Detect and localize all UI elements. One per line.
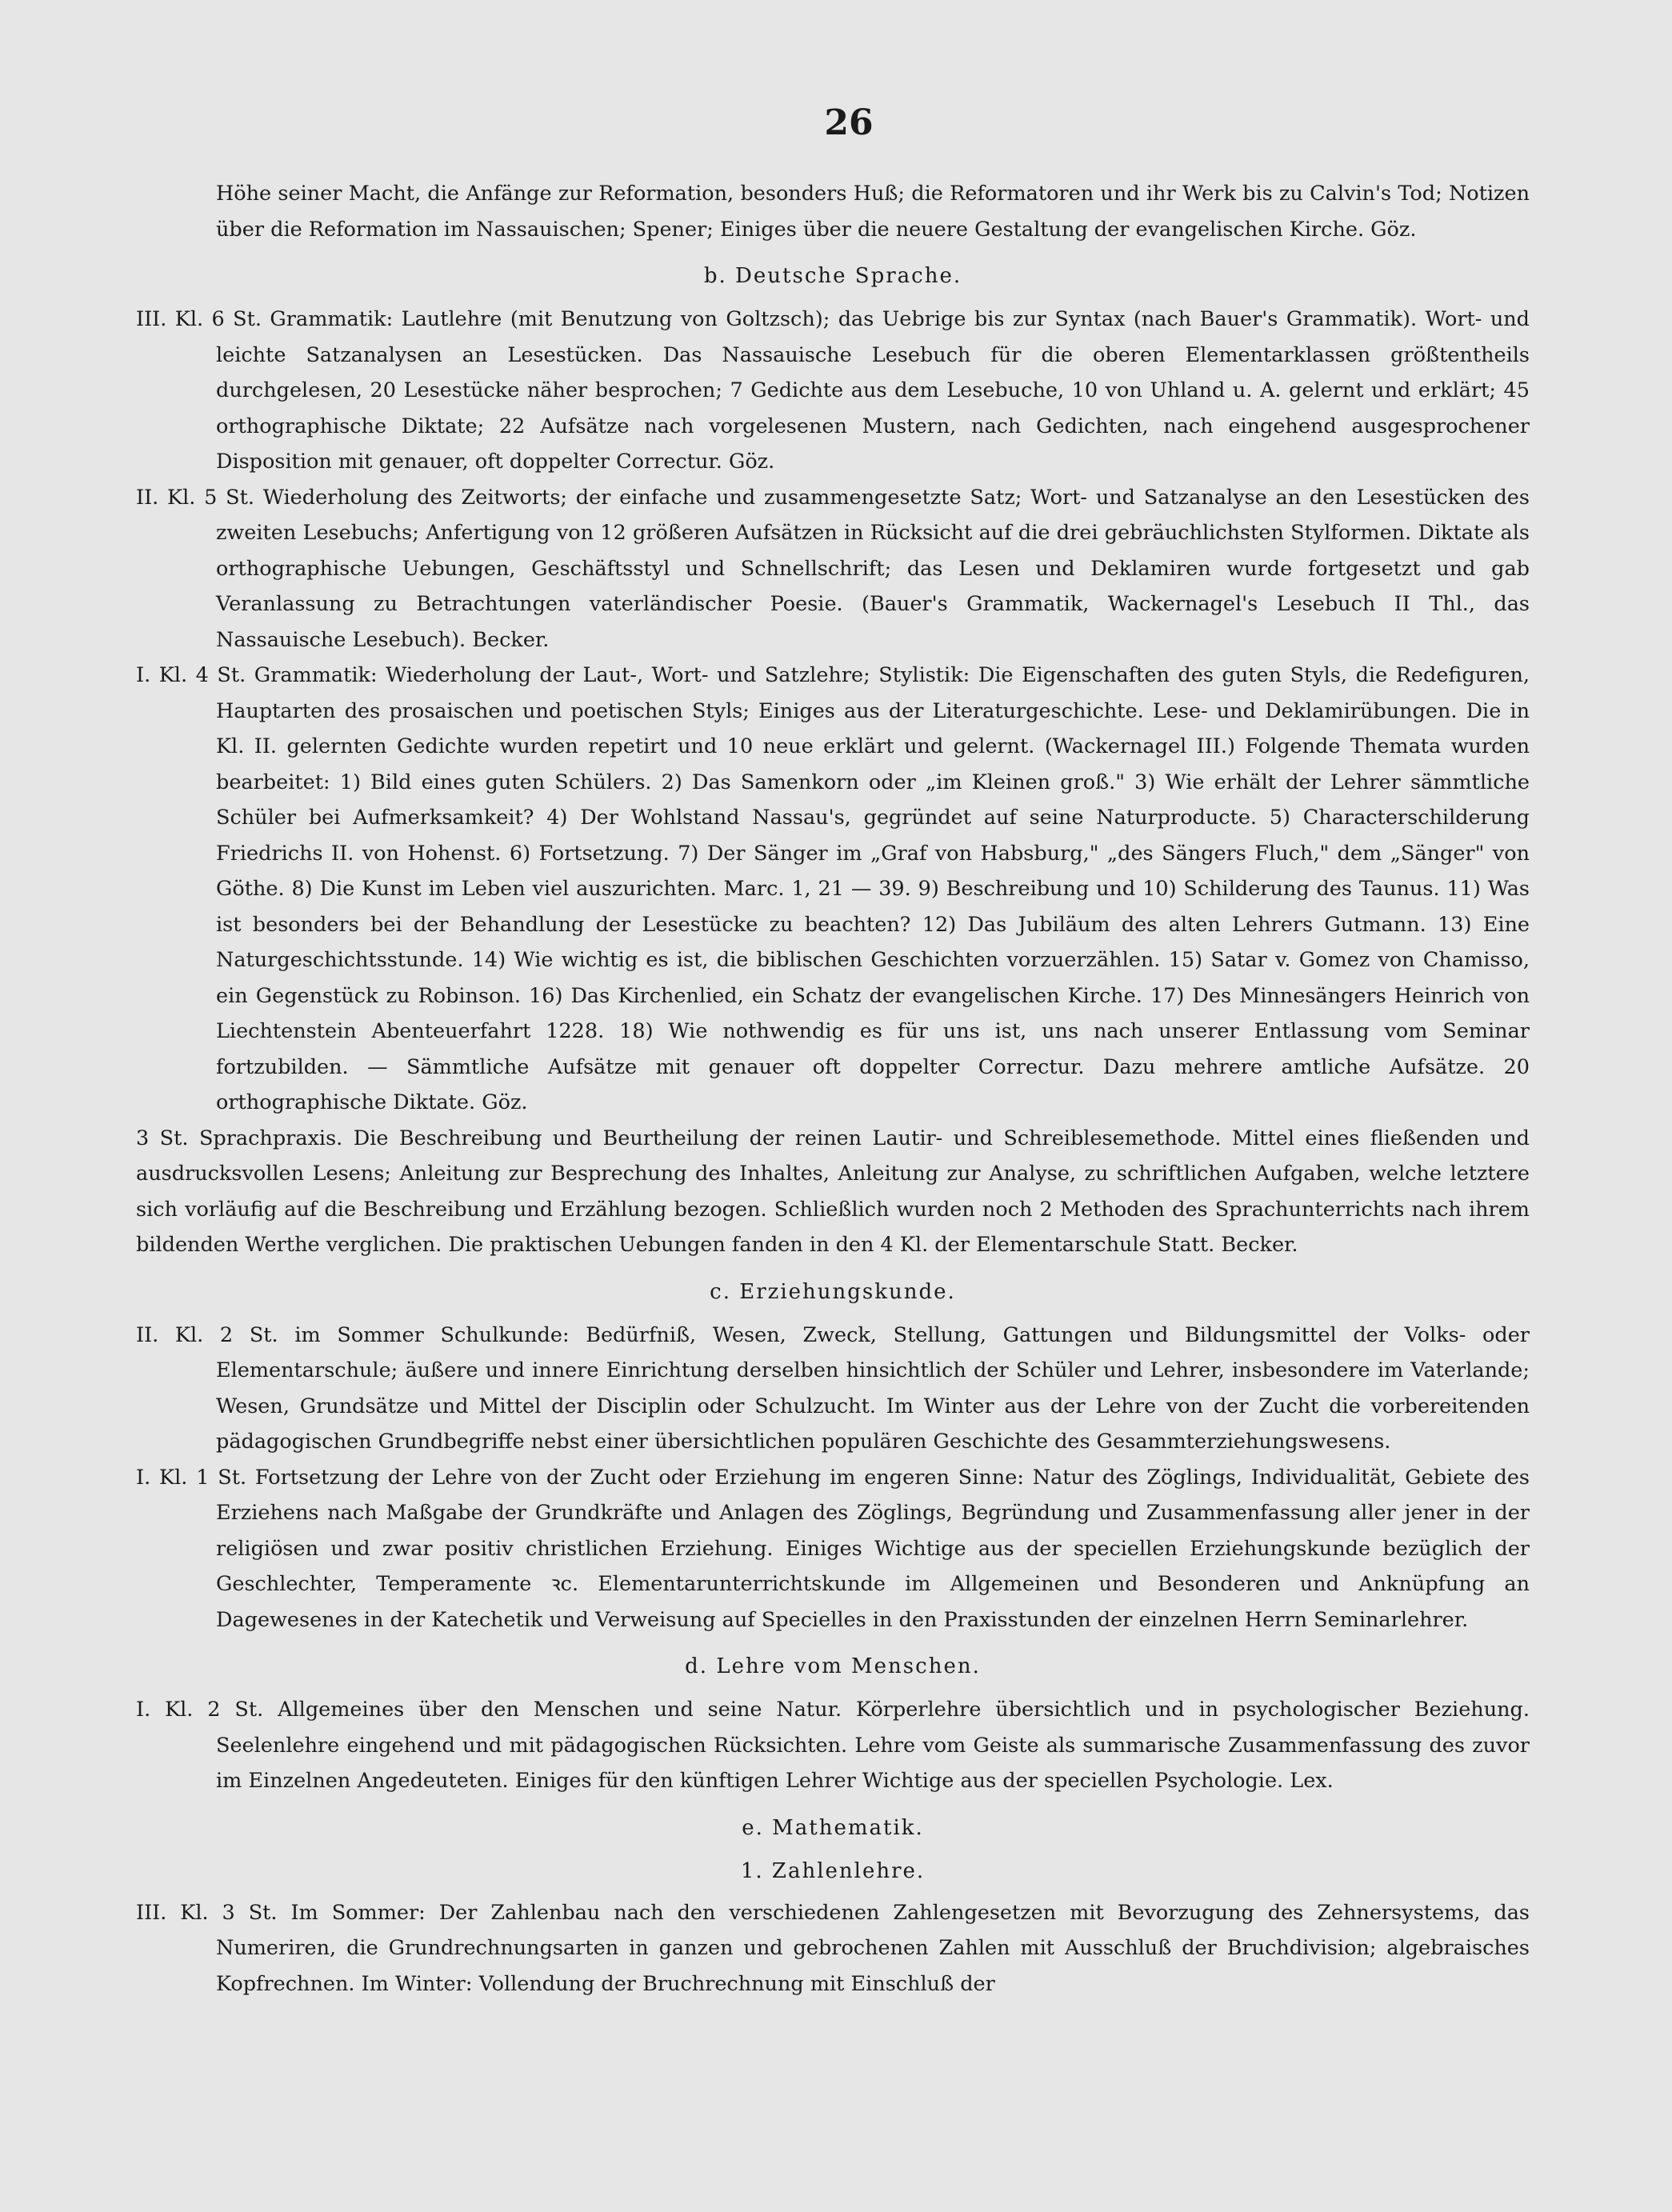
section-c-heading: c. Erziehungskunde.: [710, 1279, 956, 1304]
intro-paragraph: Höhe seiner Macht, die Anfänge zur Reformation, besonders Huß; die Reformatoren und ihr Werk bis zu Calvin's Tod; Notizen über die Reformation im Nassauischen; Spener; Einiges über die neuere Gestaltung der evangelischen Kirche. Göz.: [216, 182, 1530, 242]
section-c-paragraph: I. Kl. 1 St. Fortsetzung der Lehre von der Zucht oder Erziehung im engeren Sinne: Natur des Zöglings, Individualität, Gebiete des Erziehens nach Maßgabe der Grundkräfte und Anlagen des Zöglings, Begründung und Zusammenfassung aller jener in der religiösen und zwar positiv christlichen Erziehung. Einiges Wichtige aus der speciellen Erziehungskunde bezüglich der Geschlechter, Temperamente ꝛc. Elementarunterrichtskunde im Allgemeinen und Besonderen und Anknüpfung an Dagewesenes in der Katechetik und Verweisung auf Specielles in den Praxisstunden der einzelnen Herrn Seminarlehrer.: [136, 1465, 1530, 1632]
section-e-paragraph: III. Kl. 3 St. Im Sommer: Der Zahlenbau nach den verschiedenen Zahlengesetzen mit Bevorzugung des Zehnersystems, das Numeriren, die Grundrechnungsarten in ganzen und gebrochenen Zahlen mit Ausschluß der Bruchdivision; algebraisches Kopfrechnen. Im Winter: Vollendung der Bruchrechnung mit Einschluß der: [136, 1900, 1530, 1996]
section-e-subheading: 1. Zahlenlehre.: [740, 1858, 926, 1883]
section-b-heading: b. Deutsche Sprache.: [703, 264, 962, 288]
section-d-heading: d. Lehre vom Menschen.: [685, 1654, 981, 1678]
section-e-heading: e. Mathematik.: [742, 1815, 924, 1840]
section-c-paragraph: II. Kl. 2 St. im Sommer Schulkunde: Bedürfniß, Wesen, Zweck, Stellung, Gattungen und Bildungsmittel der Volks- oder Elementarschule; äußere und innere Einrichtung derselben hinsichtlich der Schüler und Lehrer, insbesondere im Vaterlande; Wesen, Grundsätze und Mittel der Disciplin oder Schulzucht. Im Winter aus der Lehre von der Zucht die vorbereitenden pädagogischen Grundbegriffe nebst einer übersichtlichen populären Geschichte des Gesammterziehungswesens.: [136, 1322, 1530, 1454]
section-b-paragraph: III. Kl. 6 St. Grammatik: Lautlehre (mit Benutzung von Goltzsch); das Uebrige bis zur Syntax (nach Bauer's Grammatik). Wort- und leichte Satzanalysen an Lesestücken. Das Nassauische Lesebuch für die oberen Elementarklassen größtentheils durchgelesen, 20 Lesestücke näher besprochen; 7 Gedichte aus dem Lesebuche, 10 von Uhland u. A. gelernt und erklärt; 45 orthographische Diktate; 22 Aufsätze nach vorgelesenen Mustern, nach Gedichten, nach eingehend ausgesprochener Disposition mit genauer, oft doppelter Correctur. Göz.: [136, 307, 1530, 474]
section-b-paragraph: 3 St. Sprachpraxis. Die Beschreibung und Beurtheilung der reinen Lautir- und Schreiblesemethode. Mittel eines fließenden und ausdrucksvollen Lesens; Anleitung zur Besprechung des Inhaltes, Anleitung zur Analyse, zu schriftlichen Aufgaben, welche letztere sich vorläufig auf die Beschreibung und Erzählung bezogen. Schließlich wurden noch 2 Methoden des Sprachunterrichts nach ihrem bildenden Werthe verglichen. Die praktischen Uebungen fanden in den 4 Kl. der Elementarschule Statt. Becker.: [136, 1126, 1530, 1257]
page-number: 26: [824, 102, 874, 143]
section-b-paragraph: II. Kl. 5 St. Wiederholung des Zeitworts; der einfache und zusammengesetzte Satz; Wort- und Satzanalyse an den Lesestücken des zweiten Lesebuchs; Anfertigung von 12 größeren Aufsätzen in Rücksicht auf die drei gebräuchlichsten Stylformen. Diktate als orthographische Uebungen, Geschäftsstyl und Schnellschrift; das Lesen und Deklamiren wurde fortgesetzt und gab Veranlassung zu Betrachtungen vaterländischer Poesie. (Bauer's Grammatik, Wackernagel's Lesebuch II Thl., das Nassauische Lesebuch). Becker.: [136, 485, 1530, 652]
section-b-paragraph: I. Kl. 4 St. Grammatik: Wiederholung der Laut-, Wort- und Satzlehre; Stylistik: Die Eigenschaften des guten Styls, die Redefiguren, Hauptarten des prosaischen und poetischen Styls; Einiges aus der Literaturgeschichte. Lese- und Deklamirübungen. Die in Kl. II. gelernten Gedichte wurden repetirt und 10 neue erklärt und gelernt. (Wackernagel III.) Folgende Themata wurden bearbeitet: 1) Bild eines guten Schülers. 2) Das Samenkorn oder „im Kleinen groß." 3) Wie erhält der Lehrer sämmtliche Schüler bei Aufmerksamkeit? 4) Der Wohlstand Nassau's, gegründet auf seine Naturproducte. 5) Characterschilderung Friedrichs II. von Hohenst. 6) Fortsetzung. 7) Der Sänger im „Graf von Habsburg," „des Sängers Fluch," dem „Sänger" von Göthe. 8) Die Kunst im Leben viel auszurichten. Marc. 1, 21 — 39. 9) Beschreibung und 10) Schilderung des Taunus. 11) Was ist besonders bei der Behandlung der Lesestücke zu beachten? 12) Das Jubiläum des alten Lehrers Gutmann. 13) Eine Naturgeschichtsstunde. 14) Wie wichtig es ist, die biblischen Geschichten vorzuerzählen. 15) Satar v. Gomez von Chamisso, ein Gegenstück zu Robinson. 16) Das Kirchenlied, ein Schatz der evangelischen Kirche. 17) Des Minnesängers Heinrich von Liechtenstein Abenteuerfahrt 1228. 18) Wie nothwendig es für uns ist, uns nach unserer Entlassung vom Seminar fortzubilden. — Sämmtliche Aufsätze mit genauer oft doppelter Correctur. Dazu mehrere amtliche Aufsätze. 20 orthographische Diktate. Göz.: [136, 663, 1530, 1114]
section-d-paragraph: I. Kl. 2 St. Allgemeines über den Menschen und seine Natur. Körperlehre übersichtlich und in psychologischer Beziehung. Seelenlehre eingehend und mit pädagogischen Rücksichten. Lehre vom Geiste als summarische Zusammenfassung des zuvor im Einzelnen Angedeuteten. Einiges für den künftigen Lehrer Wichtige aus der speciellen Psychologie. Lex.: [136, 1698, 1530, 1793]
